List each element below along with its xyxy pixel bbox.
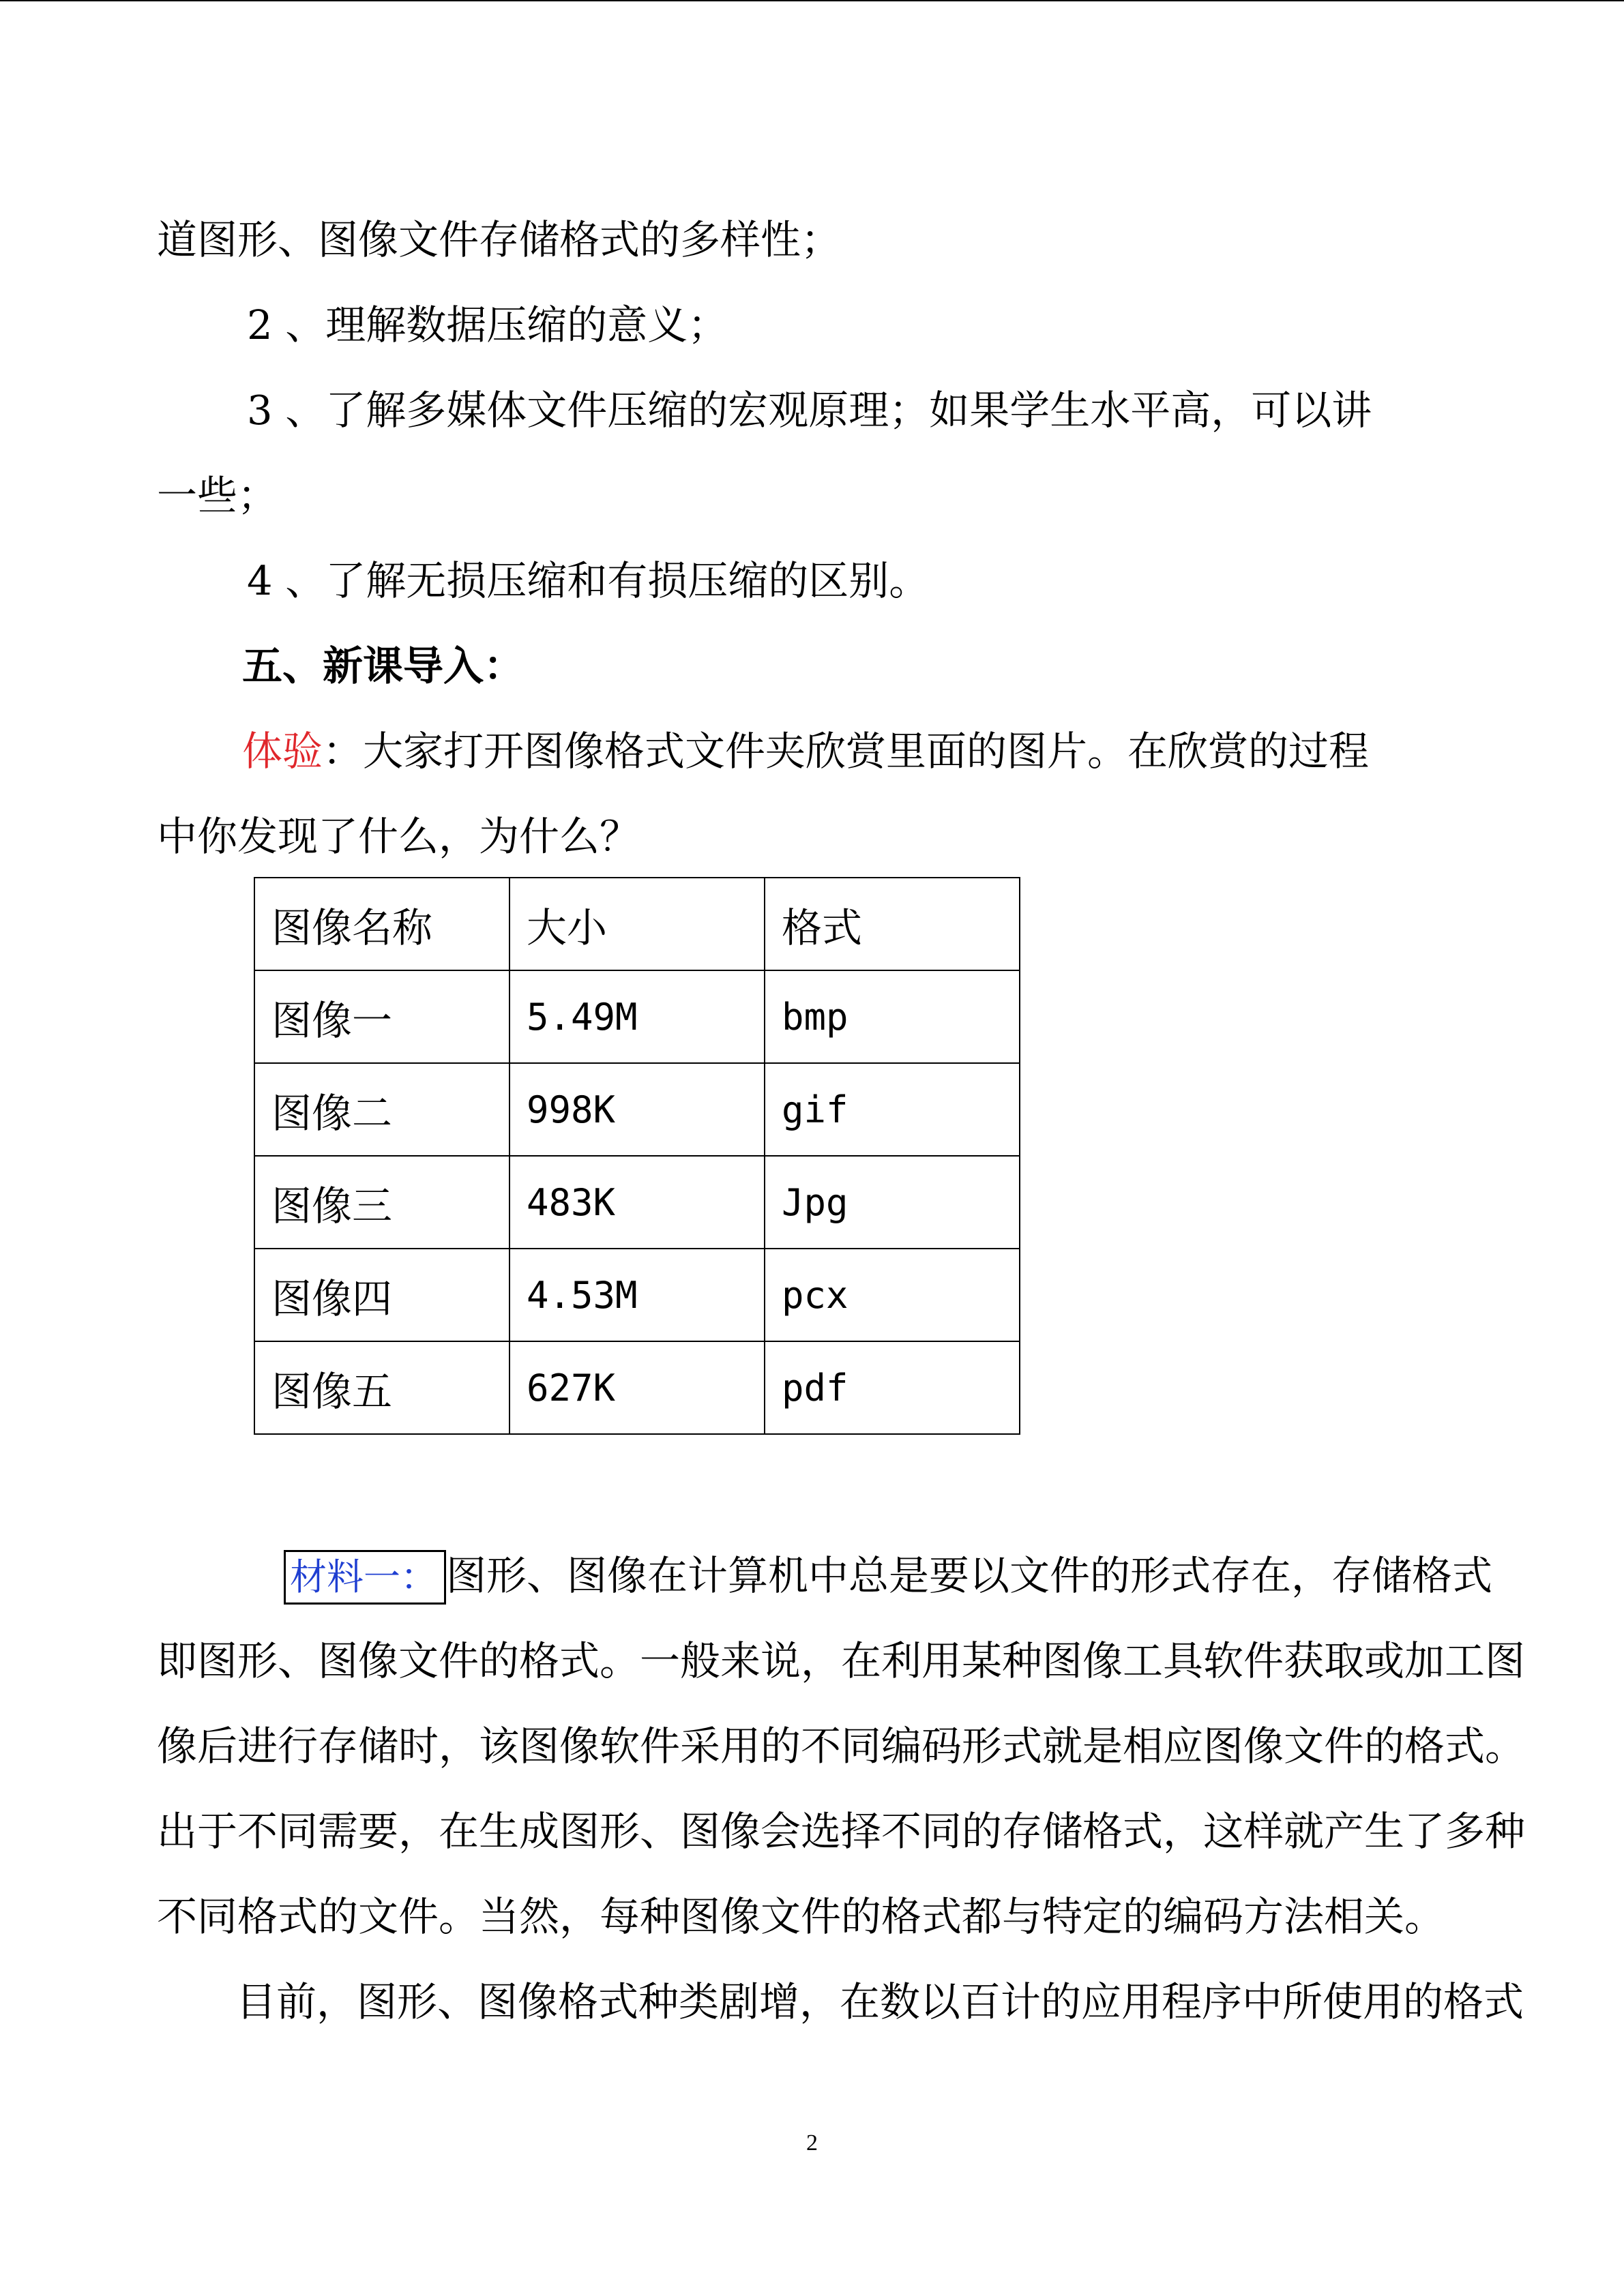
experience-text: ：大家打开图像格式文件夹欣赏里面的图片。在欣赏的过程 (323, 728, 1370, 775)
body-line-3: 3 、了解多媒体文件压缩的宏观原理；如果学生水平高，可以讲 (247, 387, 1372, 434)
body-line-5: 4 、了解无损压缩和有损压缩的区别。 (247, 557, 930, 604)
table-row (254, 1341, 1020, 1434)
page-top-border (0, 0, 1624, 1)
table-cell-name: 图像一 (254, 970, 510, 1063)
table-cell-name: 图像三 (254, 1156, 510, 1249)
table-cell-format: Jpg (765, 1156, 1020, 1249)
experience-label: 体验 (242, 728, 323, 775)
table-cell-format: pdf (765, 1341, 1020, 1434)
material-line-3: 像后进行存储时，该图像软件采用的不同编码形式就是相应图像文件的格式。 (157, 1723, 1526, 1770)
body-line-2: 2 、理解数据压缩的意义； (247, 301, 728, 348)
table-cell-size: 4.53M (510, 1249, 765, 1341)
page-number: 2 (806, 2130, 818, 2156)
experience-line-2: 中你发现了什么，为什么？ (157, 813, 640, 860)
table-cell-size: 483K (510, 1156, 765, 1249)
body-line-4: 一些； (157, 472, 278, 519)
table-row (254, 1249, 1020, 1341)
table-cell-format: pcx (765, 1249, 1020, 1341)
table-row (254, 970, 1020, 1063)
table-cell-format: gif (765, 1063, 1020, 1156)
material-line-4: 出于不同需要，在生成图形、图像会选择不同的存储格式，这样就产生了多种 (157, 1808, 1526, 1855)
table-header-cell: 格式 (765, 878, 1020, 970)
experience-line-1 (242, 724, 1369, 779)
table-cell-size: 5.49M (510, 970, 765, 1063)
table-cell-size: 998K (510, 1063, 765, 1156)
material-label-box: 材料一： (284, 1550, 446, 1605)
table-header-row (254, 878, 1020, 970)
table-cell-name: 图像二 (254, 1063, 510, 1156)
material-text: 图形、图像在计算机中总是要以文件的形式存在，存储格式 (446, 1552, 1493, 1599)
material-line-1 (284, 1549, 1492, 1605)
material-line-5: 不同格式的文件。当然，每种图像文件的格式都与特定的编码方法相关。 (157, 1893, 1445, 1940)
table-header-cell: 图像名称 (254, 878, 510, 970)
material-line-2: 即图形、图像文件的格式。一般来说，在利用某种图像工具软件获取或加工图 (157, 1637, 1526, 1684)
table-header-cell: 大小 (510, 878, 765, 970)
table-cell-size: 627K (510, 1341, 765, 1434)
table-cell-name: 图像四 (254, 1249, 510, 1341)
image-format-table (254, 877, 1020, 1435)
section-heading: 五、新课导入： (242, 642, 525, 689)
table-row (254, 1156, 1020, 1249)
body-last-line: 目前，图形、图像格式种类剧增，在数以百计的应用程序中所使用的格式 (236, 1978, 1524, 2025)
table-cell-format: bmp (765, 970, 1020, 1063)
table-cell-name: 图像五 (254, 1341, 510, 1434)
body-line-1: 道图形、图像文件存储格式的多样性； (157, 216, 842, 263)
table-row (254, 1063, 1020, 1156)
